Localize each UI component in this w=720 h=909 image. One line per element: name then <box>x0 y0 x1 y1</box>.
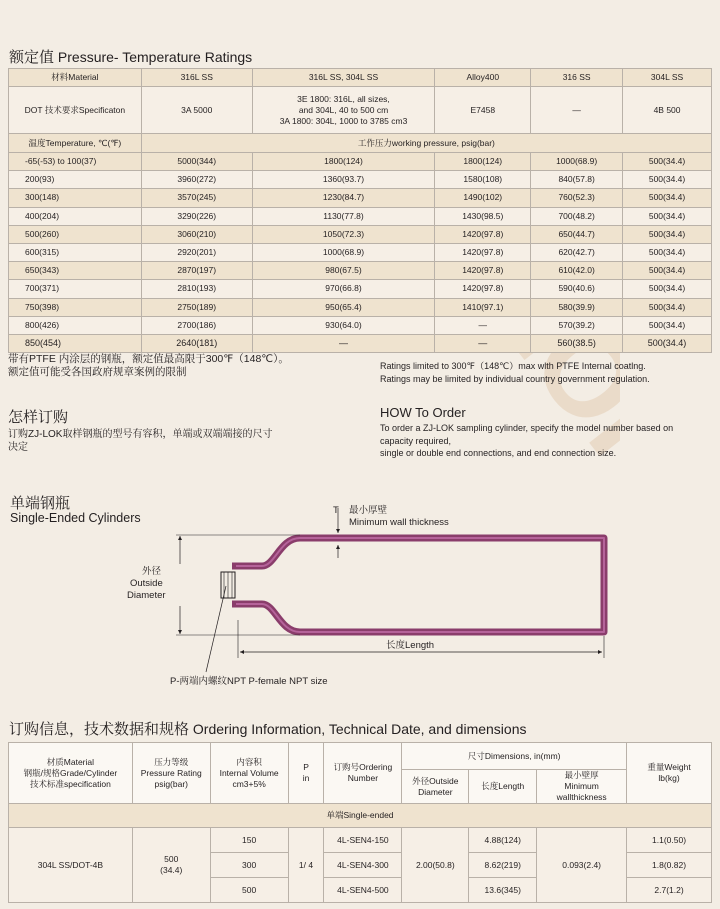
header-ordering-line: Number <box>347 773 379 783</box>
header-material-line: 材质Material <box>46 756 95 767</box>
how-to-order-title-en: HOW To Order <box>380 405 466 420</box>
pressure-316-cell: 650(44.7) <box>531 225 623 243</box>
temperature-cell: 300(148) <box>9 189 142 207</box>
header-wall-line: Minimum wallthickness <box>556 781 607 802</box>
header-od-line: Diameter <box>418 786 453 797</box>
wall-label-en: Minimum wall thickness <box>349 517 449 528</box>
pressure-316l-cell: 5000(344) <box>141 153 252 171</box>
header-material: 材料Material <box>9 69 142 87</box>
single-ended-row <box>9 804 712 828</box>
pressure-316l-304l-cell: 930(64.0) <box>252 316 435 334</box>
how-to-order-cn-line-2: 决定 <box>8 442 28 453</box>
table-row <box>9 207 712 225</box>
pressure-316-cell: 840(57.8) <box>531 171 623 189</box>
pressure-316-cell: 1000(68.9) <box>531 153 623 171</box>
table-row <box>9 334 712 352</box>
ordering-information-table <box>8 742 712 903</box>
header-dimensions-cell: 尺寸Dimensions, in(mm) <box>402 743 627 770</box>
ratings-title-cn: 额定值 <box>9 49 55 66</box>
pressure-316-cell: 760(52.3) <box>531 189 623 207</box>
header-p-cell <box>288 743 324 804</box>
table-row <box>9 280 712 298</box>
header-volume-cell <box>210 743 288 804</box>
wall-thickness-dimension <box>333 504 449 558</box>
header-ordering-line: 订购号Ordering <box>333 762 393 772</box>
od-label-en-2: Diameter <box>127 590 166 601</box>
pressure-316l-304l-cell: 1800(124) <box>252 153 435 171</box>
pressure-304l-cell: 500(34.4) <box>623 334 712 352</box>
outside-diameter-dimension <box>127 535 300 635</box>
pressure-316-cell: 570(39.2) <box>531 316 623 334</box>
pressure-304l-cell: 500(34.4) <box>623 207 712 225</box>
pressure-316-cell: 560(38.5) <box>531 334 623 352</box>
table-row <box>9 298 712 316</box>
od-label-cn: 外径 <box>142 566 162 577</box>
note-cn-2: 额定值可能受各国政府规章案例的限制 <box>8 366 187 378</box>
subheader-temperature: 温度Temperature, ℃(℉) <box>9 134 142 153</box>
spec-line: and 304L, 40 to 500 cm <box>298 104 389 115</box>
temperature-cell: 650(343) <box>9 262 142 280</box>
header-alloy400: Alloy400 <box>435 69 531 87</box>
temperature-cell: 400(204) <box>9 207 142 225</box>
pressure-304l-cell: 500(34.4) <box>623 298 712 316</box>
subheader-pressure: 工作压力working pressure, psig(bar) <box>141 134 711 153</box>
pressure-304l-cell: 500(34.4) <box>623 171 712 189</box>
pressure-316l-304l-cell: 1360(93.7) <box>252 171 435 189</box>
pressure-316l-cell: 2640(181) <box>141 334 252 352</box>
pressure-304l-cell: 500(34.4) <box>623 189 712 207</box>
header-pressure-line: psig(bar) <box>154 778 189 789</box>
header-316l: 316L SS <box>141 69 252 87</box>
pressure-316-cell: 590(40.6) <box>531 280 623 298</box>
table-row <box>9 828 712 853</box>
header-304l: 304L SS <box>623 69 712 87</box>
table-row <box>9 225 712 243</box>
single-ended-cylinder-diagram <box>0 500 720 700</box>
notes-en <box>380 360 650 385</box>
table-row <box>9 171 712 189</box>
pressure-alloy400-cell: 1580(108) <box>435 171 531 189</box>
pressure-316l-cell: 3960(272) <box>141 171 252 189</box>
table-row <box>9 262 712 280</box>
header-316: 316 SS <box>531 69 623 87</box>
pressure-316l-304l-cell: 980(67.5) <box>252 262 435 280</box>
volume-cell: 150 <box>210 828 288 853</box>
header-length-cell: 长度Length <box>469 770 537 804</box>
header-od-line: 外径Outside <box>412 775 459 786</box>
pressure-316l-304l-cell: — <box>252 334 435 352</box>
header-pressure-line: 压力等级 <box>154 756 189 767</box>
wall-label-cn: 最小厚壁 <box>349 505 388 516</box>
how-to-order-en-line-2: capacity required, <box>380 435 452 446</box>
header-material-line: 技术标准specification <box>30 778 111 789</box>
ratings-spec-row <box>9 87 712 134</box>
pressure-316l-304l-cell: 1050(72.3) <box>252 225 435 243</box>
header-p-line: P <box>303 762 309 772</box>
header-wall-line: 最小壁厚 <box>564 770 599 780</box>
pressure-316l-304l-cell: 950(65.4) <box>252 298 435 316</box>
length-dimension <box>238 620 604 658</box>
ordering-title-cn: 订购信息，技术数据和规格 <box>9 721 190 738</box>
ordering-number-cell: 4L-SEN4-150 <box>324 828 402 853</box>
pressure-316l-304l-cell: 1130(77.8) <box>252 207 435 225</box>
pressure-alloy400-cell: 1420(97.8) <box>435 280 531 298</box>
pressure-316l-304l-cell: 1000(68.9) <box>252 243 435 261</box>
ordering-header-row-1 <box>9 743 712 770</box>
pressure-304l-cell: 500(34.4) <box>623 153 712 171</box>
header-od-cell <box>402 770 469 804</box>
ordering-title <box>9 718 527 739</box>
pressure-alloy400-cell: — <box>435 316 531 334</box>
pressure-316l-cell: 3060(210) <box>141 225 252 243</box>
length-cell: 8.62(219) <box>469 853 537 878</box>
header-pressure-line: Pressure Rating <box>140 767 202 778</box>
material-cell: 304L SS/DOT-4B <box>9 828 133 903</box>
pressure-316l-304l-cell: 1230(84.7) <box>252 189 435 207</box>
how-to-order-en-line-1: To order a ZJ-LOK sampling cylinder, specify the model number based on <box>380 423 674 433</box>
notes-cn <box>8 353 289 379</box>
header-316l-304l: 316L SS, 304L SS <box>252 69 435 87</box>
header-weight-cell <box>627 743 712 804</box>
volume-cell: 500 <box>210 878 288 903</box>
header-wall-cell <box>537 770 627 804</box>
wall-cell: 0.093(2.4) <box>537 828 627 903</box>
pressure-alloy400-cell: 1420(97.8) <box>435 262 531 280</box>
weight-cell: 2.7(1.2) <box>627 878 712 903</box>
pressure-alloy400-cell: 1430(98.5) <box>435 207 531 225</box>
length-label: 长度Length <box>386 640 435 651</box>
pressure-line: (34.4) <box>160 865 183 875</box>
table-row <box>9 189 712 207</box>
ordering-title-en: Ordering Information, Technical Date, and dimensions <box>192 721 527 737</box>
pressure-316l-cell: 2700(186) <box>141 316 252 334</box>
table-row <box>9 153 712 171</box>
header-weight-line: lb(kg) <box>658 773 680 783</box>
header-material-line: 钢瓶/规格Grade/Cylinder <box>23 767 118 778</box>
temperature-cell: 750(398) <box>9 298 142 316</box>
spec-316: — <box>531 87 623 134</box>
weight-cell: 1.1(0.50) <box>627 828 712 853</box>
volume-cell: 300 <box>210 853 288 878</box>
table-row <box>9 316 712 334</box>
spec-alloy400: E7458 <box>435 87 531 134</box>
p-cell: 1/ 4 <box>288 828 324 903</box>
pressure-316l-cell: 2870(197) <box>141 262 252 280</box>
spec-label: DOT 技术要求Specificaton <box>9 87 142 134</box>
pressure-316-cell: 580(39.9) <box>531 298 623 316</box>
single-ended-label: 单端Single-ended <box>9 804 712 828</box>
temperature-cell: 800(426) <box>9 316 142 334</box>
how-to-order-body-cn <box>8 428 272 454</box>
temperature-cell: 700(371) <box>9 280 142 298</box>
ratings-title <box>9 46 252 67</box>
header-volume-line: 内容积 <box>236 756 262 767</box>
single-ended-title-en: Single-Ended Cylinders <box>10 511 141 525</box>
pressure-alloy400-cell: 1420(97.8) <box>435 243 531 261</box>
single-ended-title-cn: 单端钢瓶 <box>10 495 71 512</box>
od-cell: 2.00(50.8) <box>402 828 469 903</box>
pressure-316l-cell: 2750(189) <box>141 298 252 316</box>
length-cell: 4.88(124) <box>469 828 537 853</box>
spec-line: 3E 1800: 316L, all sizes, <box>297 93 390 104</box>
pressure-alloy400-cell: 1490(102) <box>435 189 531 207</box>
table-row <box>9 243 712 261</box>
header-material-cell <box>9 743 133 804</box>
header-p-line: in <box>302 773 310 783</box>
pressure-304l-cell: 500(34.4) <box>623 316 712 334</box>
temperature-cell: 500(260) <box>9 225 142 243</box>
ratings-header-row <box>9 69 712 87</box>
ratings-title-en: Pressure- Temperature Ratings <box>57 49 253 65</box>
header-weight-line: 重量Weight <box>647 762 691 772</box>
how-to-order-title-cn: 怎样订购 <box>8 409 69 426</box>
pressure-temperature-table <box>8 68 712 353</box>
pressure-316l-304l-cell: 970(66.8) <box>252 280 435 298</box>
pressure-304l-cell: 500(34.4) <box>623 262 712 280</box>
pressure-alloy400-cell: 1420(97.8) <box>435 225 531 243</box>
ordering-number-cell: 4L-SEN4-500 <box>324 878 402 903</box>
pressure-316l-cell: 2810(193) <box>141 280 252 298</box>
how-to-order-body-en <box>380 422 673 460</box>
npt-fitting <box>221 572 235 598</box>
header-pressure-cell <box>132 743 210 804</box>
pressure-cell <box>132 828 210 903</box>
temperature-cell: 850(454) <box>9 334 142 352</box>
spec-316l-304l <box>252 87 435 134</box>
pressure-316l-cell: 3570(245) <box>141 189 252 207</box>
pressure-316-cell: 620(42.7) <box>531 243 623 261</box>
temperature-cell: 200(93) <box>9 171 142 189</box>
pressure-line: 500 <box>164 854 179 864</box>
ordering-number-cell: 4L-SEN4-300 <box>324 853 402 878</box>
pressure-304l-cell: 500(34.4) <box>623 280 712 298</box>
note-en-2: Ratings may be limited by individual country government regulation. <box>380 373 650 384</box>
pressure-304l-cell: 500(34.4) <box>623 225 712 243</box>
npt-label: P-两端内螺纹NPT P-female NPT size <box>170 676 328 687</box>
header-ordering-number-cell <box>324 743 402 804</box>
header-volume-line: cm3+5% <box>232 778 266 789</box>
wall-t-label: T <box>333 505 339 516</box>
how-to-order-cn-line-1: 订购ZJ-LOK取样钢瓶的型号有容积，单端或双端端接的尺寸 <box>8 429 273 440</box>
od-label-en-1: Outside <box>130 578 163 589</box>
pressure-alloy400-cell: — <box>435 334 531 352</box>
temperature-cell: 600(315) <box>9 243 142 261</box>
pressure-alloy400-cell: 1800(124) <box>435 153 531 171</box>
note-en-1: Ratings limited to 300℉（148℃）max wlth PTFE Internal coatlng. <box>380 361 646 371</box>
pressure-316-cell: 610(42.0) <box>531 262 623 280</box>
pressure-316-cell: 700(48.2) <box>531 207 623 225</box>
weight-cell: 1.8(0.82) <box>627 853 712 878</box>
header-volume-line: Internal Volume <box>219 767 279 778</box>
how-to-order-en-line-3: single or double end connections, and end connection size. <box>380 448 617 458</box>
length-cell: 13.6(345) <box>469 878 537 903</box>
temperature-cell: -65(-53) to 100(37) <box>9 153 142 171</box>
ratings-subheader-row <box>9 134 712 153</box>
pressure-alloy400-cell: 1410(97.1) <box>435 298 531 316</box>
cylinder-body <box>232 538 604 632</box>
note-cn-1: 带有PTFE 内涂层的钢瓶，额定值最高限于300℉（148℃）。 <box>8 353 289 365</box>
pressure-304l-cell: 500(34.4) <box>623 243 712 261</box>
spec-316l: 3A 5000 <box>141 87 252 134</box>
pressure-316l-cell: 2920(201) <box>141 243 252 261</box>
spec-304l: 4B 500 <box>623 87 712 134</box>
spec-line: 3A 1800: 304L, 1000 to 3785 cm3 <box>279 115 408 126</box>
pressure-316l-cell: 3290(226) <box>141 207 252 225</box>
